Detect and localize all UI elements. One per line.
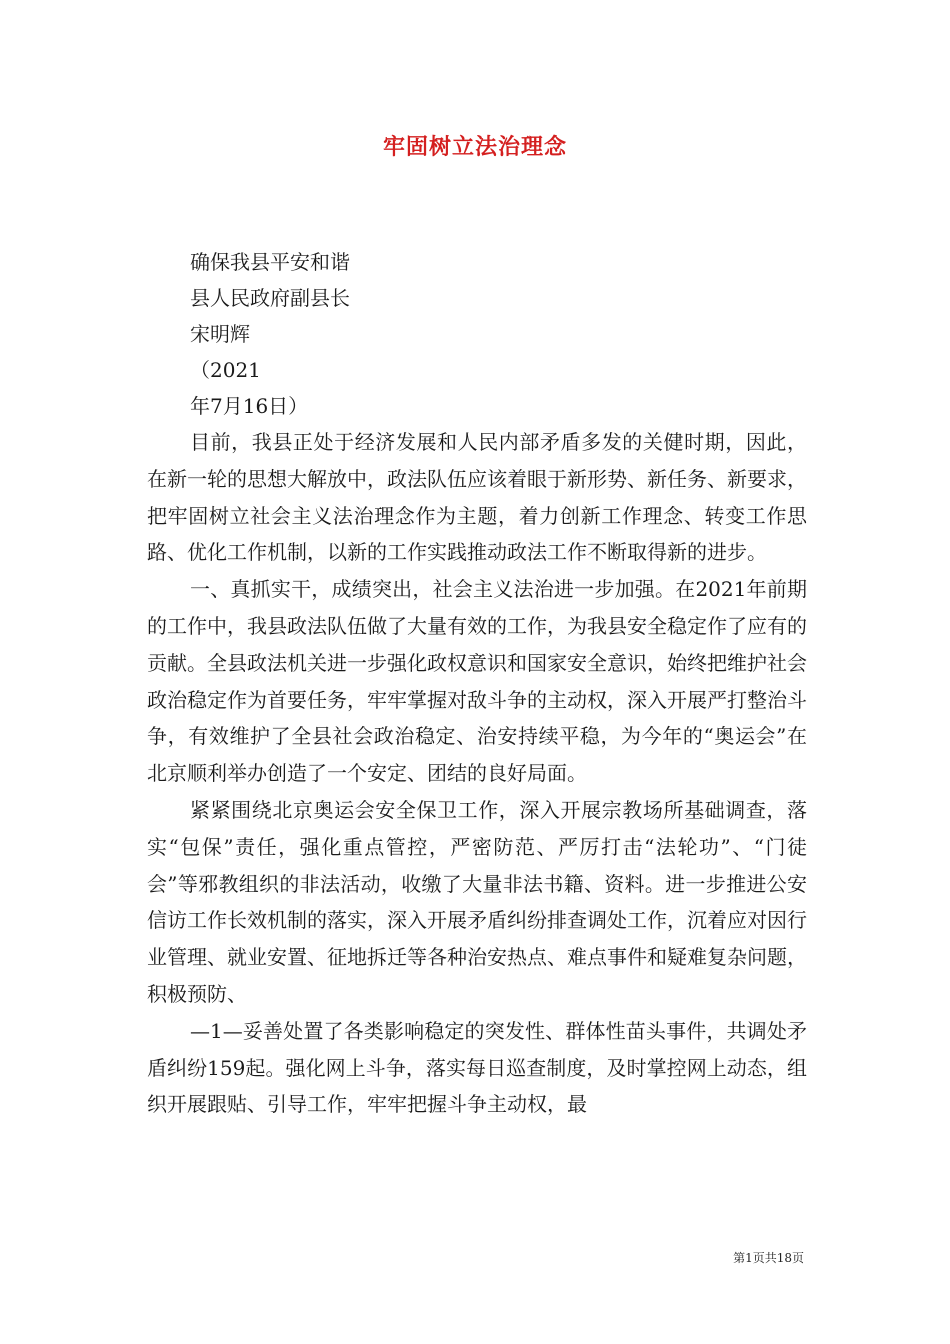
body-paragraph: 一、真抓实干，成绩突出，社会主义法治进一步加强。在2021年前期的工作中，我县政法队伍做了大量有效的工作，为我县安全稳定作了应有的贡献。全县政法机关进一步强化政权意识和国家安全意识，始终把维护社会政治稳定作为首要任务，牢牢掌握对敌斗争的主动权，深入开展严打整治斗争，有效维护了全县社会政治稳定、治安持续平稳，为今年的“奥运会”在北京顺利举办创造了一个安定、团结的良好局面。 xyxy=(147,577,807,786)
meta-date-year: （2021 xyxy=(190,358,261,382)
document-meta xyxy=(190,244,830,424)
body-paragraph: 紧紧围绕北京奥运会安全保卫工作，深入开展宗教场所基础调查，落实“包保”责任，强化重点管控，严密防范、严厉打击“法轮功”、“门徒会”等邪教组织的非法活动，收缴了大量非法书籍、资料。进一步推进公安信访工作长效机制的落实，深入开展矛盾纠纷排查调处工作，沉着应对因行业管理、就业安置、征地拆迁等各种治安热点、难点事件和疑难复杂问题，积极预防、 xyxy=(147,797,807,1006)
document-body xyxy=(147,424,807,1123)
page-number-footer: 第1页共18页 xyxy=(733,1251,804,1265)
meta-author: 宋明辉 xyxy=(190,322,250,346)
meta-subtitle: 确保我县平安和谐 xyxy=(190,250,350,274)
meta-date-day: 年7月16日） xyxy=(190,394,309,418)
body-paragraph: —1—妥善处置了各类影响稳定的突发性、群体性苗头事件，共调处矛盾纠纷159起。强化网上斗争，落实每日巡查制度，及时掌控网上动态，组织开展跟贴、引导工作，牢牢把握斗争主动权，最 xyxy=(147,1018,807,1117)
meta-position: 县人民政府副县长 xyxy=(190,286,350,310)
document-title: 牢固树立法治理念 xyxy=(382,134,567,160)
body-paragraph: 目前，我县正处于经济发展和人民内部矛盾多发的关健时期，因此，在新一轮的思想大解放中，政法队伍应该着眼于新形势、新任务、新要求，把牢固树立社会主义法治理念作为主题，着力创新工作理念、转变工作思路、优化工作机制，以新的工作实践推动政法工作不断取得新的进步。 xyxy=(147,430,807,565)
